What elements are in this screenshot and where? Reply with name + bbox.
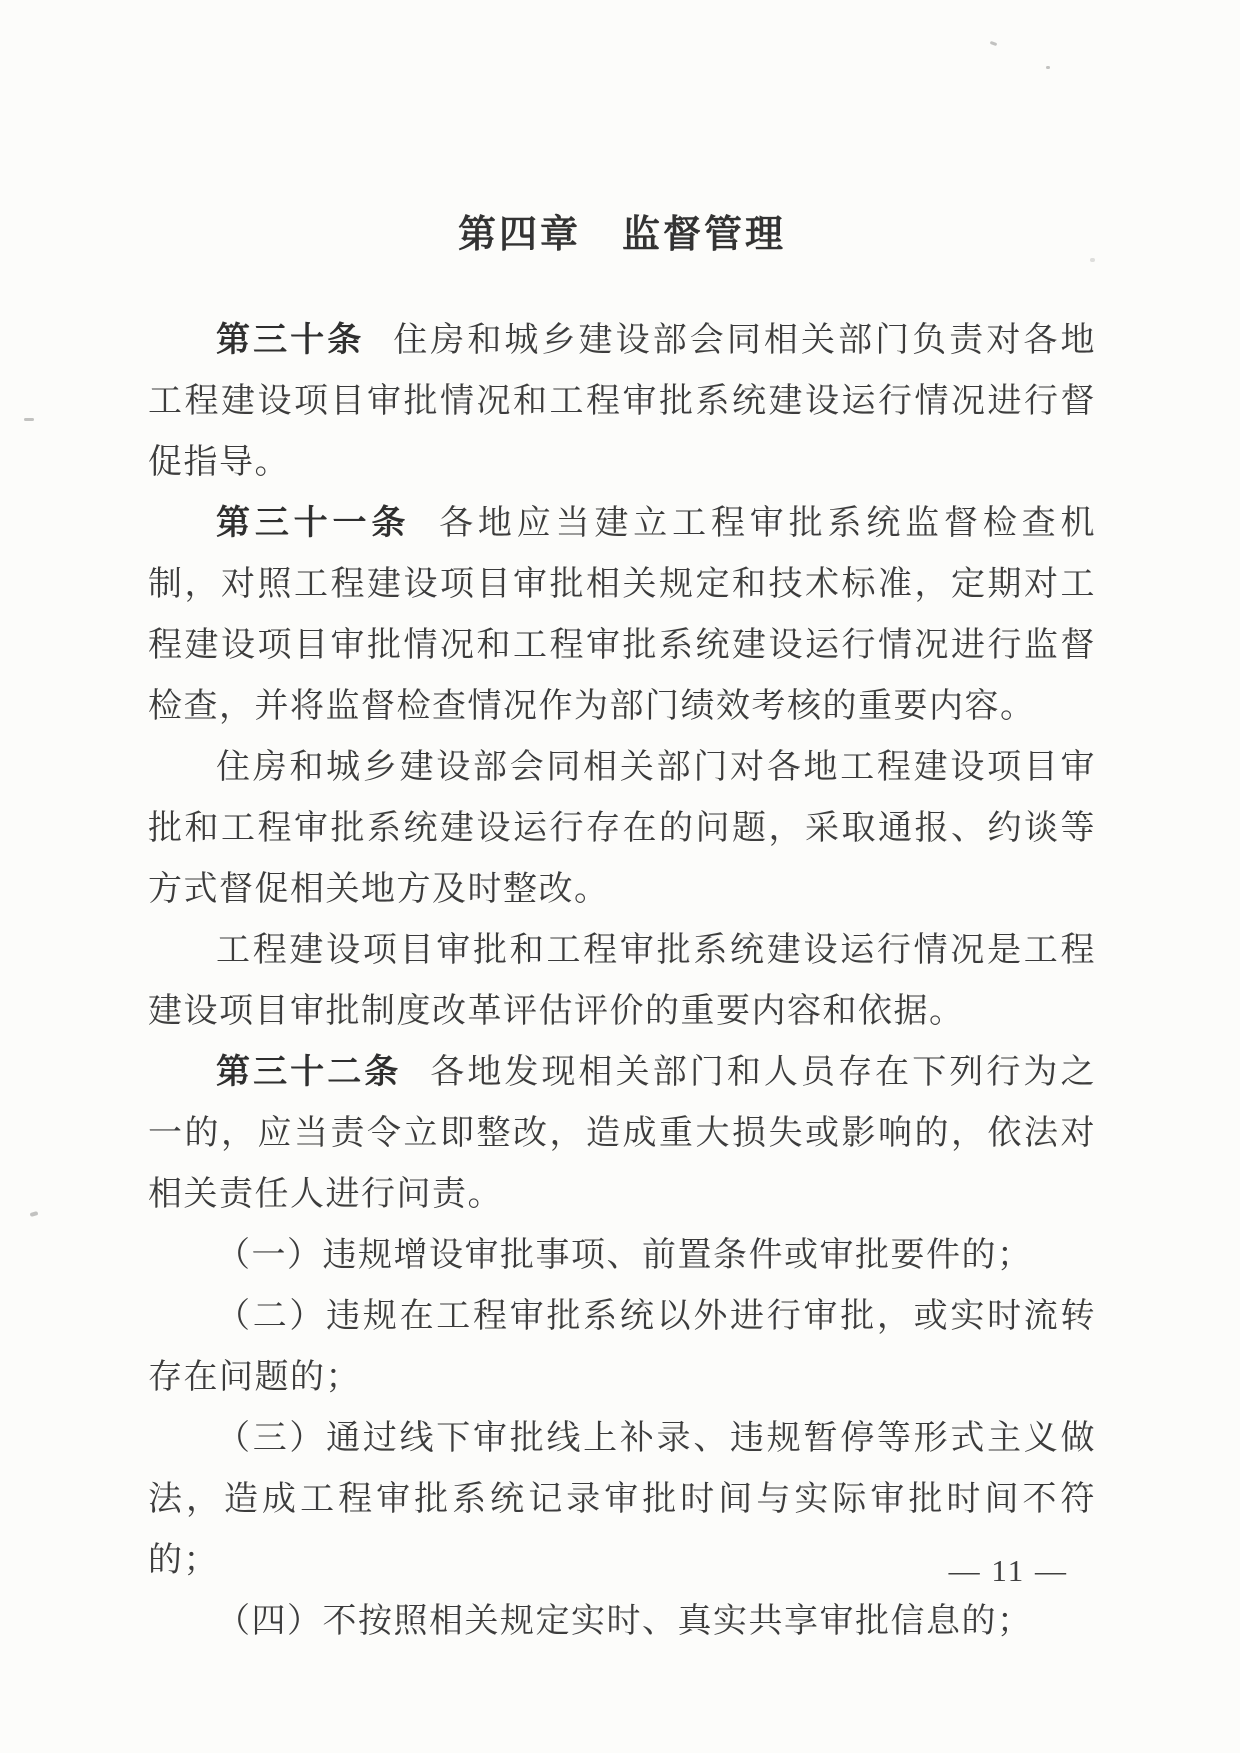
scan-artifact xyxy=(1046,66,1050,69)
scan-artifact xyxy=(24,418,34,421)
paragraph-article-32 xyxy=(148,1042,1096,1225)
article-number: 第三十二条 xyxy=(216,1054,402,1091)
paragraph-text: 住房和城乡建设部会同相关部门负责对各地工程建设项目审批情况和工程审批系统建设运行情况进行督促指导。 xyxy=(148,322,1097,481)
paragraph-text: 住房和城乡建设部会同相关部门对各地工程建设项目审批和工程审批系统建设运行存在的问题，采取通报、约谈等方式督促相关地方及时整改。 xyxy=(148,749,1096,908)
scan-artifact xyxy=(990,41,998,46)
paragraph-item-1 xyxy=(148,1225,1096,1286)
paragraph-article-31-clause-2 xyxy=(148,737,1096,920)
paragraph-text: 各地发现相关部门和人员存在下列行为之一的，应当责令立即整改，造成重大损失或影响的，依法对相关责任人进行问责。 xyxy=(148,1054,1097,1213)
article-number: 第三十条 xyxy=(216,322,365,359)
scan-artifact xyxy=(1090,258,1095,262)
paragraph-item-2 xyxy=(148,1286,1096,1408)
paragraph-text: 各地应当建立工程审批系统监督检查机制，对照工程建设项目审批相关规定和技术标准，定期对工程建设项目审批情况和工程审批系统建设运行情况进行监督检查，并将监督检查情况作为部门绩效考核的重要内容。 xyxy=(148,505,1097,725)
document-body xyxy=(148,210,1096,1652)
paragraph-article-31-clause-3 xyxy=(148,920,1096,1042)
scan-artifact xyxy=(30,1211,39,1217)
paragraph-text: （三）通过线下审批线上补录、违规暂停等形式主义做法，造成工程审批系统记录审批时间与实际审批时间不符的； xyxy=(148,1420,1096,1579)
article-number: 第三十一条 xyxy=(216,505,411,542)
paragraph-article-31 xyxy=(148,493,1096,737)
chapter-title: 第四章 监督管理 xyxy=(457,214,786,256)
paragraph-text: （二）违规在工程审批系统以外进行审批，或实时流转存在问题的； xyxy=(148,1298,1096,1396)
paragraph-item-4 xyxy=(148,1591,1096,1652)
paragraph-text: （四）不按照相关规定实时、真实共享审批信息的； xyxy=(216,1603,1033,1640)
paragraph-article-30 xyxy=(148,310,1096,493)
paragraph-text: （一）违规增设审批事项、前置条件或审批要件的； xyxy=(216,1237,1033,1274)
paragraph-text: 工程建设项目审批和工程审批系统建设运行情况是工程建设项目审批制度改革评估评价的重要内容和依据。 xyxy=(148,932,1096,1030)
page-number: — 11 — xyxy=(948,1553,1068,1588)
